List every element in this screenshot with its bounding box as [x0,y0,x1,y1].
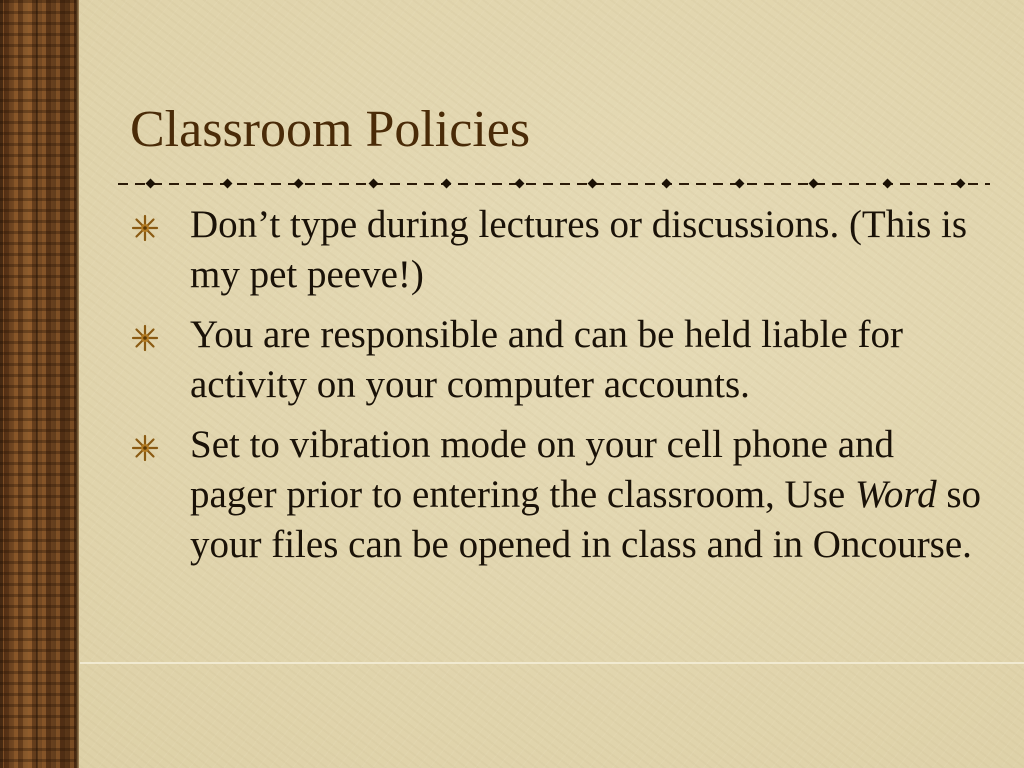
bullet-item [130,200,990,300]
title-divider [118,176,990,192]
bullet-text: You are responsible and can be held liable for activity on your computer accounts. [190,313,903,406]
slide-title: Classroom Policies [130,101,531,158]
starburst-icon [130,213,160,243]
bullet-item [130,420,990,570]
wood-side-strip [0,0,78,768]
emphasized-word: Word [854,473,937,516]
starburst-icon [130,323,160,353]
bullet-text: Don’t type during lectures or discussions. (This is my pet peeve!) [190,203,968,296]
bullet-item [130,310,990,410]
bottom-separator [80,662,1024,664]
bullet-text [190,423,981,566]
wood-grain-line [36,0,38,768]
starburst-icon [130,433,160,463]
wood-grain-line [0,0,3,768]
bullet-text-part: so your files can be opened in class and in Oncourse. [190,473,982,566]
bullet-list [130,200,990,580]
bullet-text-part: Set to vibration mode on your cell phone and pager prior to entering the classroom, Use [190,423,895,516]
wood-strip-edge [76,0,79,768]
